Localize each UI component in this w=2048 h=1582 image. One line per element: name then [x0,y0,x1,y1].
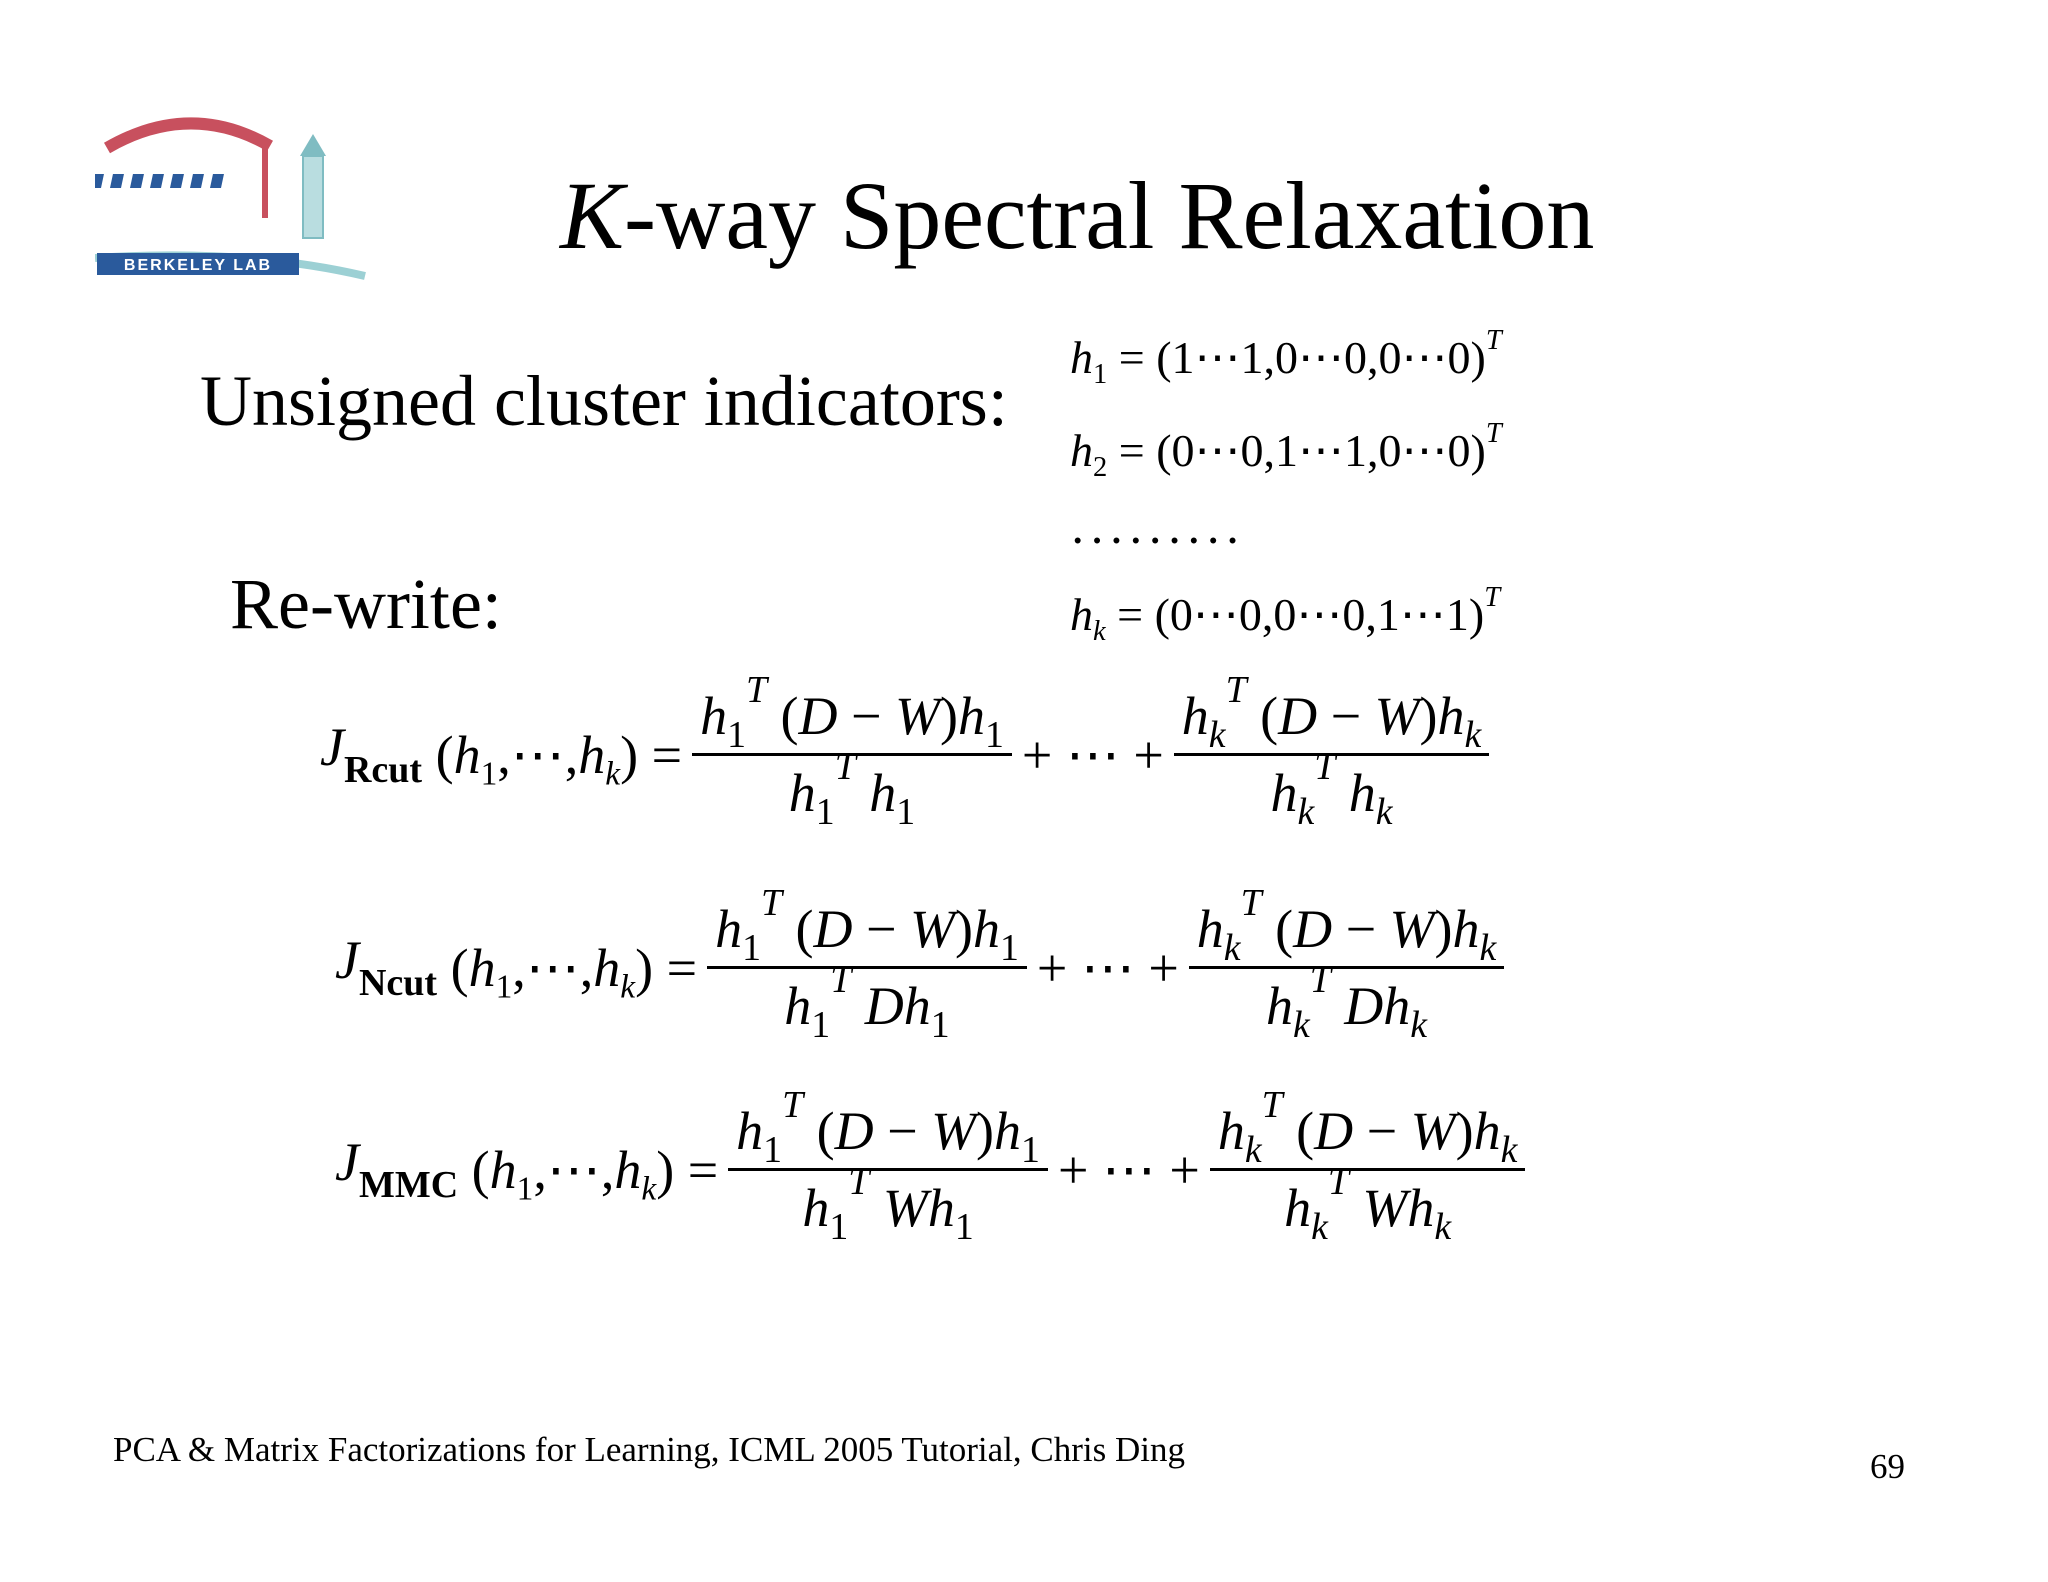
berkeley-lab-logo [95,108,370,280]
fraction-term-1: $\frac{h_1^T (D - W)h_1}{h_1^T h_1}$ [692,685,1012,824]
objective-label: $J_{Ncut}$ [335,930,438,1005]
indicator-h1: $h_1$ = (1⋯1,0⋯0,0⋯0)$^T$ [1070,324,1502,390]
page-number: 69 [1870,1447,1905,1486]
equation-ncut: $J_{Ncut}$ $(h_1,\cdots,h_k)$ = $\frac{h_1^T (D - W)h_1}{h_1^T Dh_1}$ + ⋯ + $\frac{h_k^T (D - W)h_k}{h_k^T Dh_k}$ [335,898,1514,1037]
fraction-term-k: $\frac{h_k^T (D - W)h_k}{h_k^T h_k}$ [1174,685,1490,824]
rewrite-label: Re-write: [230,564,502,644]
objective-label: $J_{Rcut}$ [320,717,423,792]
fraction-term-1: $\frac{h_1^T (D - W)h_1}{h_1^T Wh_1}$ [728,1100,1048,1239]
objective-label: $J_{MMC}$ [335,1132,459,1207]
fraction-term-k: $\frac{h_k^T (D - W)h_k}{h_k^T Dh_k}$ [1189,898,1505,1037]
equation-rcut: $J_{Rcut}$ $(h_1,\cdots,h_k)$ = $\frac{h_1^T (D - W)h_1}{h_1^T h_1}$ + ⋯ + $\frac{h_k^T (D - W)h_k}{h_k^T h_k}$ [320,685,1499,824]
indicator-h2: $h_2$ = (0⋯0,1⋯1,0⋯0)$^T$ [1070,417,1502,483]
fraction-term-k: $\frac{h_k^T (D - W)h_k}{h_k^T Wh_k}$ [1210,1100,1526,1239]
indicator-ellipsis: ․․․․․․․․․ [1070,502,1245,553]
indicators-label: Unsigned cluster indicators: [200,361,1008,441]
slide-title: K-way Spectral Relaxation [560,162,1595,269]
footer-citation: PCA & Matrix Factorizations for Learning, ICML 2005 Tutorial, Chris Ding [113,1430,1185,1469]
svg-text:BERKELEY LAB: BERKELEY LAB [123,257,273,274]
indicator-hk: $h_k$ = (0⋯0,0⋯0,1⋯1)$^T$ [1070,581,1501,647]
fraction-term-1: $\frac{h_1^T (D - W)h_1}{h_1^T Dh_1}$ [707,898,1027,1037]
equation-mmc: $J_{MMC}$ $(h_1,\cdots,h_k)$ = $\frac{h_1^T (D - W)h_1}{h_1^T Wh_1}$ + ⋯ + $\frac{h_k^T (D - W)h_k}{h_k^T Wh_k}$ [335,1100,1535,1239]
